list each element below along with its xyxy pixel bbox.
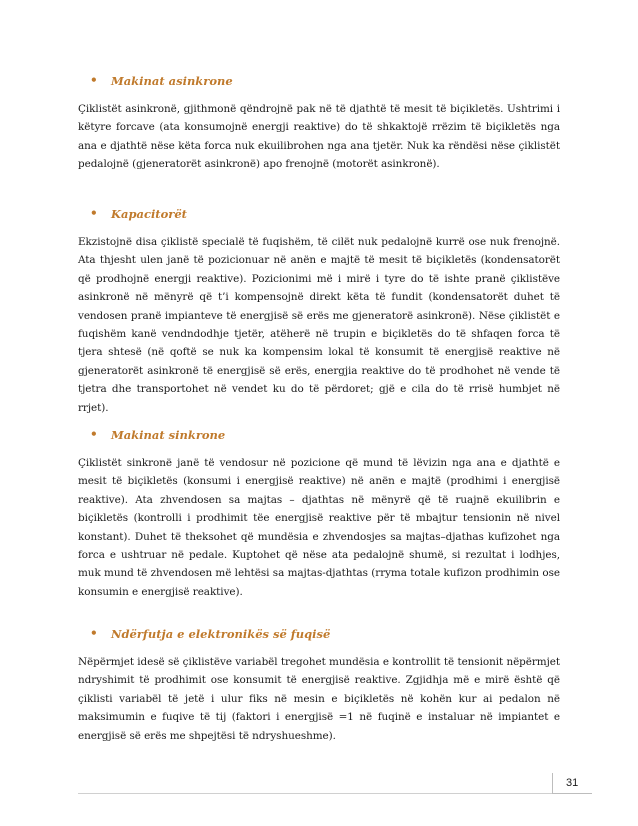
section-paragraph: Ekzistojnë disa çiklistë specialë të fuqishëm, të cilët nuk pedalojnë kurrë ose nuk frenojnë. Ata thjesht ulen janë të pozicionuar në anën e majtë të mesit të biçikletës (kondensatorët që prodhojnë energji reaktive). Pozicionimi më i mirë i tyre do të ishte pranë çiklistëve asinkronë në mënyrë që t’i kompensojnë direkt këta të fundit (kondensatorët duhet të vendosen pranë impianteve të energjisë së erës me gjeneratorë asinkronë). Nëse çiklistët e fuqishëm kanë vendndodhje tjetër, atëherë në trupin e biçikletës do të shfaqen forca të tjera shtesë (në qoftë se nuk ka kompensim lokal të konsumit të energjisë reaktive në gjeneratorët asinkronë të energjisë së erës, energjia reaktive do të prodhohet në vende të tjetra dhe transportohet në vendet ku do të përdoret; gjë e cila do të rrisë humbjet në rrjet). (78, 236, 560, 414)
section-paragraph: Çiklistët sinkronë janë të vendosur në pozicione që mund të lëvizin nga ana e djathtë e mesit të biçikletës (konsumi i energjisë reaktive) në anën e majtë (prodhimi i energjisë reaktive). Ata zhvendosen sa majtas – djathtas në mënyrë që të ruajnë ekuilibrin e biçikletës (kontrolli i prodhimit tëe energjisë reaktive për të mbajtur tensionin në nivel konstant). Duhet të theksohet që mundësia e zhvendosjes sa majtas–djathas kufizohet nga forca e ushtruar në pedale. Kuptohet që nëse ata pedalojnë shumë, si rezultat i lodhjes, muk mund të zhvendosen më lehtësi sa majtas-djathtas (rryma totale kufizon prodhimin ose konsumin e energjisë reaktive). (78, 457, 560, 598)
bullet-icon: • (90, 427, 98, 441)
section-paragraph: Çiklistët asinkronë, gjithmonë qëndrojnë pak në të djathtë të mesit të biçikletës. Ushtrimi i këtyre forcave (ata konsumojnë energji reaktive) do të shkaktojë rrëzim të biçikletës nga ana e djathtë nëse këta forca nuk ekuilibrohen nga ana tjetër. Nuk ka rëndësi nëse çiklistët pedalojnë (gjeneratorët asinkronë) apo frenojnë (motorët asinkronë). (78, 103, 560, 171)
bullet-icon: • (90, 73, 98, 87)
footer-rule (78, 793, 592, 794)
bullet-icon: • (90, 206, 98, 220)
bullet-icon: • (90, 626, 98, 640)
section-asynchronous-machines (78, 72, 560, 174)
section-heading-text: Makinat asinkrone (111, 74, 233, 88)
section-synchronous-machines (78, 426, 560, 601)
section-heading (78, 205, 560, 227)
section-heading (78, 625, 560, 647)
section-paragraph: Nëpërmjet idesë së çiklistëve variabël tregohet mundësia e kontrollit të tensionit nëpërmjet ndryshimit të prodhimit ose konsumit të energjisë reaktive. Zgjidhja më e mirë është që çiklisti variabël të jetë i ulur fiks në mesin e biçikletës në kohën kur ai pedalon në maksimumin e fuqive të tij (faktori i energjisë =1 në fuqinë e instaluar në impiantet e energjisë së erës me shpejtësi të ndryshueshme). (78, 656, 560, 742)
section-heading (78, 426, 560, 448)
page-number: 31 (566, 777, 579, 789)
section-heading-text: Ndërfutja e elektronikës së fuqisë (111, 627, 331, 641)
section-capacitors (78, 205, 560, 417)
section-heading-text: Kapacitorët (111, 207, 187, 221)
section-power-electronics (78, 625, 560, 745)
section-heading-text: Makinat sinkrone (111, 428, 226, 442)
section-heading (78, 72, 560, 94)
